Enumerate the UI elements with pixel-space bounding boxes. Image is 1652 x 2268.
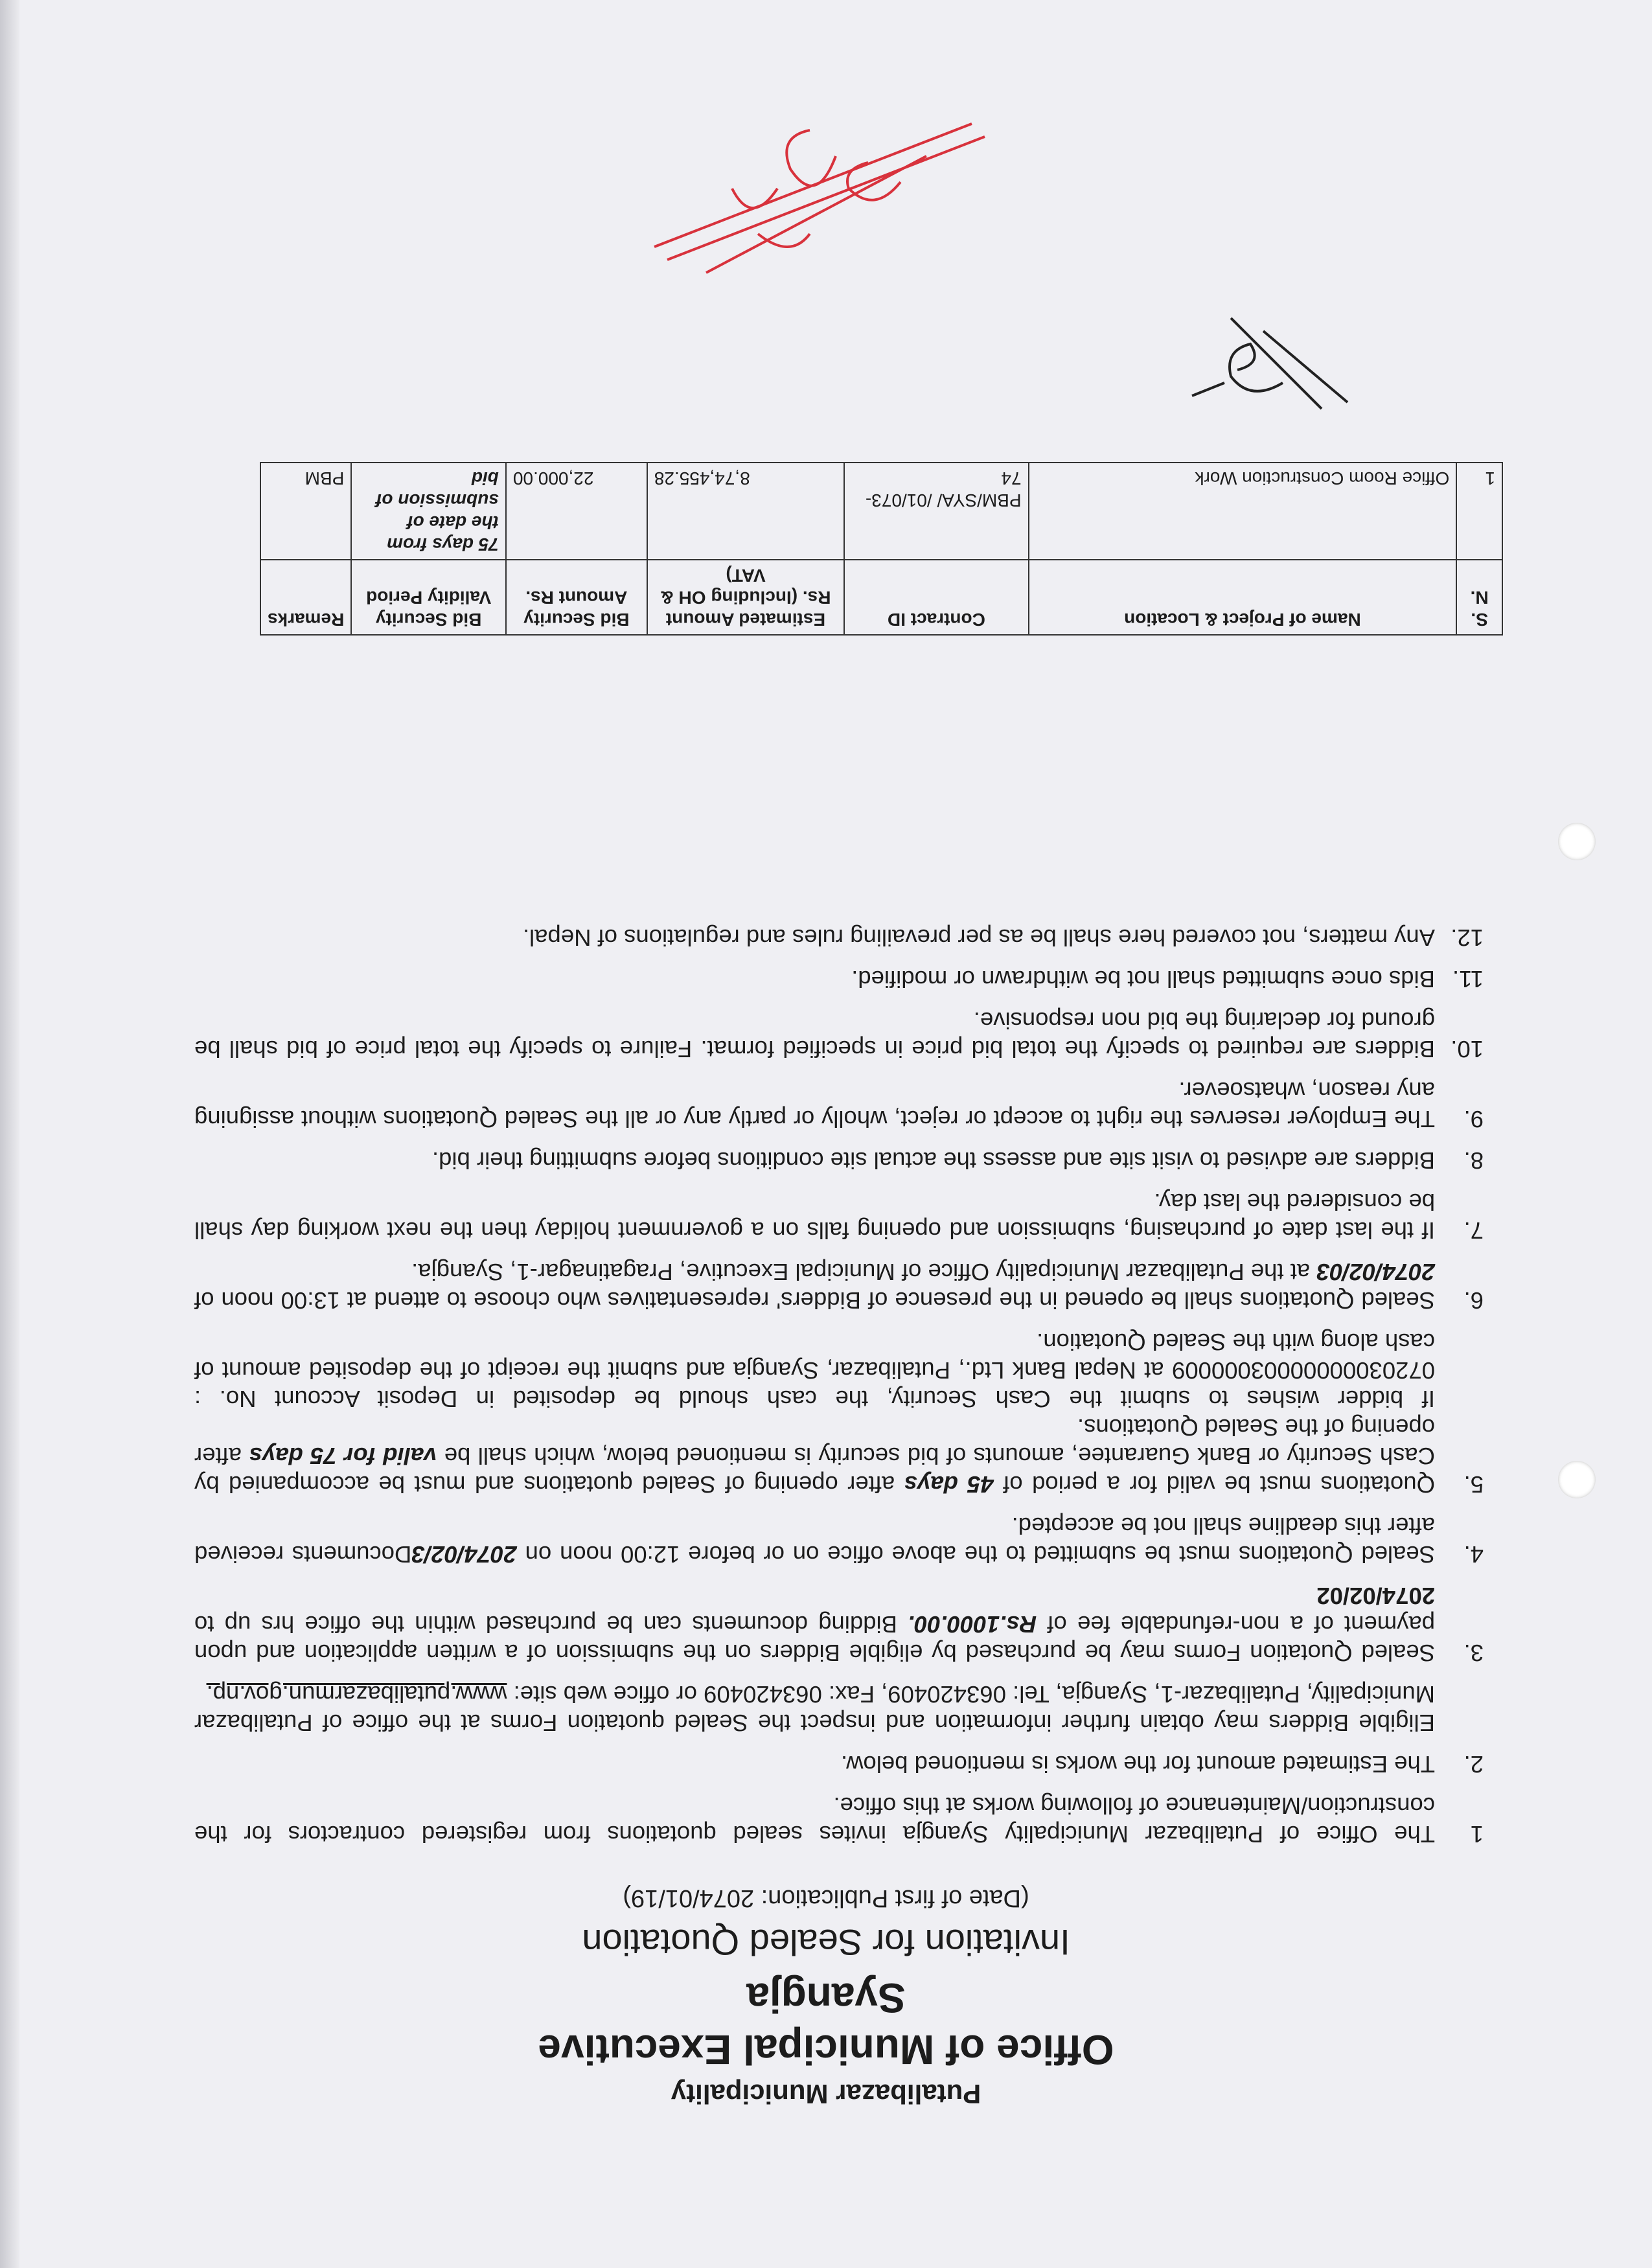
district-title: Syangja: [746, 1975, 906, 2021]
fee-amount: Rs.1000.00.: [908, 1611, 1037, 1638]
cell-project: Office Room Construction Work: [1029, 463, 1457, 560]
item-number: 5.: [1463, 1471, 1484, 1498]
item-text: Any matters, not covered here shall be as per prevailing rules and regulations of Nepal.: [522, 924, 1435, 951]
item-text: Sealed Quotations must be submitted to the above office on or before 12:00 noon on 2074/02/3Documents received after this deadline shall not be accepted.: [194, 1513, 1435, 1568]
security-validity: valid for 75 days: [249, 1443, 437, 1469]
item-number: 8.: [1463, 1147, 1484, 1174]
list-item: [194, 1006, 1484, 1063]
notice-title: Invitation for Sealed Quotation: [582, 1922, 1070, 1963]
list-item: [194, 923, 1484, 952]
cell-estimated: 8,74,455.28: [647, 463, 844, 560]
cell-sn: 1: [1456, 463, 1502, 560]
cell-bid-security: 22,000.00: [506, 463, 647, 560]
col-project: Name of Project & Location: [1029, 560, 1457, 635]
item-number: [1435, 1680, 1484, 1737]
validity-days: 45 days: [904, 1471, 994, 1498]
item-number: 6.: [1463, 1287, 1484, 1314]
item-text: The Office of Putalibazar Municipality Syangja invites sealed quotations from registered contractors for the construction/Maintenance of following works at this office.: [194, 1793, 1435, 1848]
item-text: If bidder wishes to submit the Cash Security, the cash should be deposited in Deposit Account No. : 07203000000003000009 at Nepal Bank Ltd., Putalibazar, Syangja and submit the receipt of the deposited amount of cash along with the Sealed Quotation.: [194, 1329, 1435, 1412]
table-header-row: [260, 560, 1502, 635]
list-item: [194, 1511, 1484, 1568]
item-text: Eligible Bidders may obtain further information and inspect the Sealed quotation Forms at the office of Putalibazar Municipality, Putalibazar-1, Syangja, Tel: 063420409, Fax: 063420409 or office web site: www.putalibazarmun.gov.np.: [194, 1681, 1435, 1736]
list-item: [194, 1187, 1484, 1244]
cell-remarks: PBM: [260, 463, 351, 560]
municipality-name: Putalibazar Municipality: [671, 2079, 981, 2109]
list-item: [194, 1413, 1484, 1498]
list-item: [194, 1680, 1484, 1737]
office-title: Office of Municipal Executive: [538, 2026, 1114, 2073]
item-text: The Employer reserves the right to accept or reject, wholly or partly any or all the Sealed Quotations without assigning any reason, whatsoever.: [194, 1077, 1435, 1132]
list-item: [194, 1791, 1484, 1848]
opening-date: 2074/02/03: [1316, 1259, 1435, 1285]
list-item: [194, 1581, 1484, 1667]
item-number: 1: [1470, 1821, 1484, 1848]
bid-table: [260, 462, 1503, 636]
website-link[interactable]: www.putalibazarmun.gov.np.: [206, 1681, 507, 1708]
item-text: Bids once submitted shall not be withdrawn or modified.: [851, 966, 1435, 992]
list-item: [194, 1257, 1484, 1314]
list-item: [194, 1750, 1484, 1778]
item-text: Quotations must be valid for a period of 45 days after opening of Sealed quotations and must be accompanied by Cash Security or Bank Guarantee, amounts of bid security is mentioned below, which shall be valid for 75 days after opening of the Sealed Quotations.: [194, 1414, 1435, 1498]
item-text: If the last date of purchasing, submission and opening falls on a government holiday then the next working day shall be considered the last day.: [194, 1189, 1435, 1244]
item-number: 7.: [1463, 1217, 1484, 1244]
cell-contract-id: PBM/SYA/ /01/073-74: [844, 463, 1028, 560]
item-number: 12.: [1451, 924, 1484, 951]
red-signature: [641, 111, 1004, 286]
notice-items: [194, 910, 1484, 1848]
item-text: Sealed Quotations shall be opened in the presence of Bidders' representatives who choose to attend at 13:00 noon of 2074/02/03 at the Putalibazar Municipality Office of Municipal Executive, Pragatinagar-1, Syangja.: [194, 1259, 1435, 1314]
col-estimated: Estimated Amount Rs. (Including OH & VAT): [647, 560, 844, 635]
col-contract-id: Contract ID: [844, 560, 1028, 635]
item-text: Bidders are advised to visit site and assess the actual site conditions before submitting their bid.: [431, 1147, 1435, 1174]
list-item: [194, 1146, 1484, 1174]
item-text: Bidders are required to specify the total bid price in specified format. Failure to specify the total price of bid shall be ground for declaring the bid non responsive.: [194, 1007, 1435, 1062]
list-item: [194, 1076, 1484, 1133]
item-text: The Estimated amount for the works is mentioned below.: [840, 1751, 1435, 1778]
submission-deadline: 2074/02/3: [411, 1541, 517, 1568]
table-row: [260, 463, 1502, 560]
item-number: [1435, 1327, 1484, 1413]
purchase-deadline: 2074/02/02: [1316, 1583, 1435, 1609]
publication-date: (Date of first Publication: 2074/01/19): [623, 1884, 1029, 1912]
list-item: [194, 1327, 1484, 1413]
item-number: 2.: [1463, 1751, 1484, 1778]
item-number: 11.: [1452, 966, 1484, 992]
cell-validity: 75 days from the date of submission of bid: [351, 463, 506, 560]
col-validity: Bid Security Validity Period: [351, 560, 506, 635]
item-number: 4.: [1463, 1541, 1484, 1568]
item-number: 3.: [1463, 1640, 1484, 1666]
list-item: [194, 965, 1484, 993]
col-bid-security: Bid Security Amount Rs.: [506, 560, 647, 635]
col-sn: S. N.: [1456, 560, 1502, 635]
col-remarks: Remarks: [260, 560, 351, 635]
item-text: Sealed Quotation Forms may be purchased by eligible Bidders on the submission of a written application and upon payment of a non-refundable fee of Rs.1000.00. Bidding documents can be purchased within the office hrs up to 2074/02/02: [194, 1583, 1435, 1666]
item-number: 10.: [1451, 1036, 1484, 1062]
item-number: 9.: [1463, 1106, 1484, 1132]
black-signature: [1179, 305, 1360, 422]
